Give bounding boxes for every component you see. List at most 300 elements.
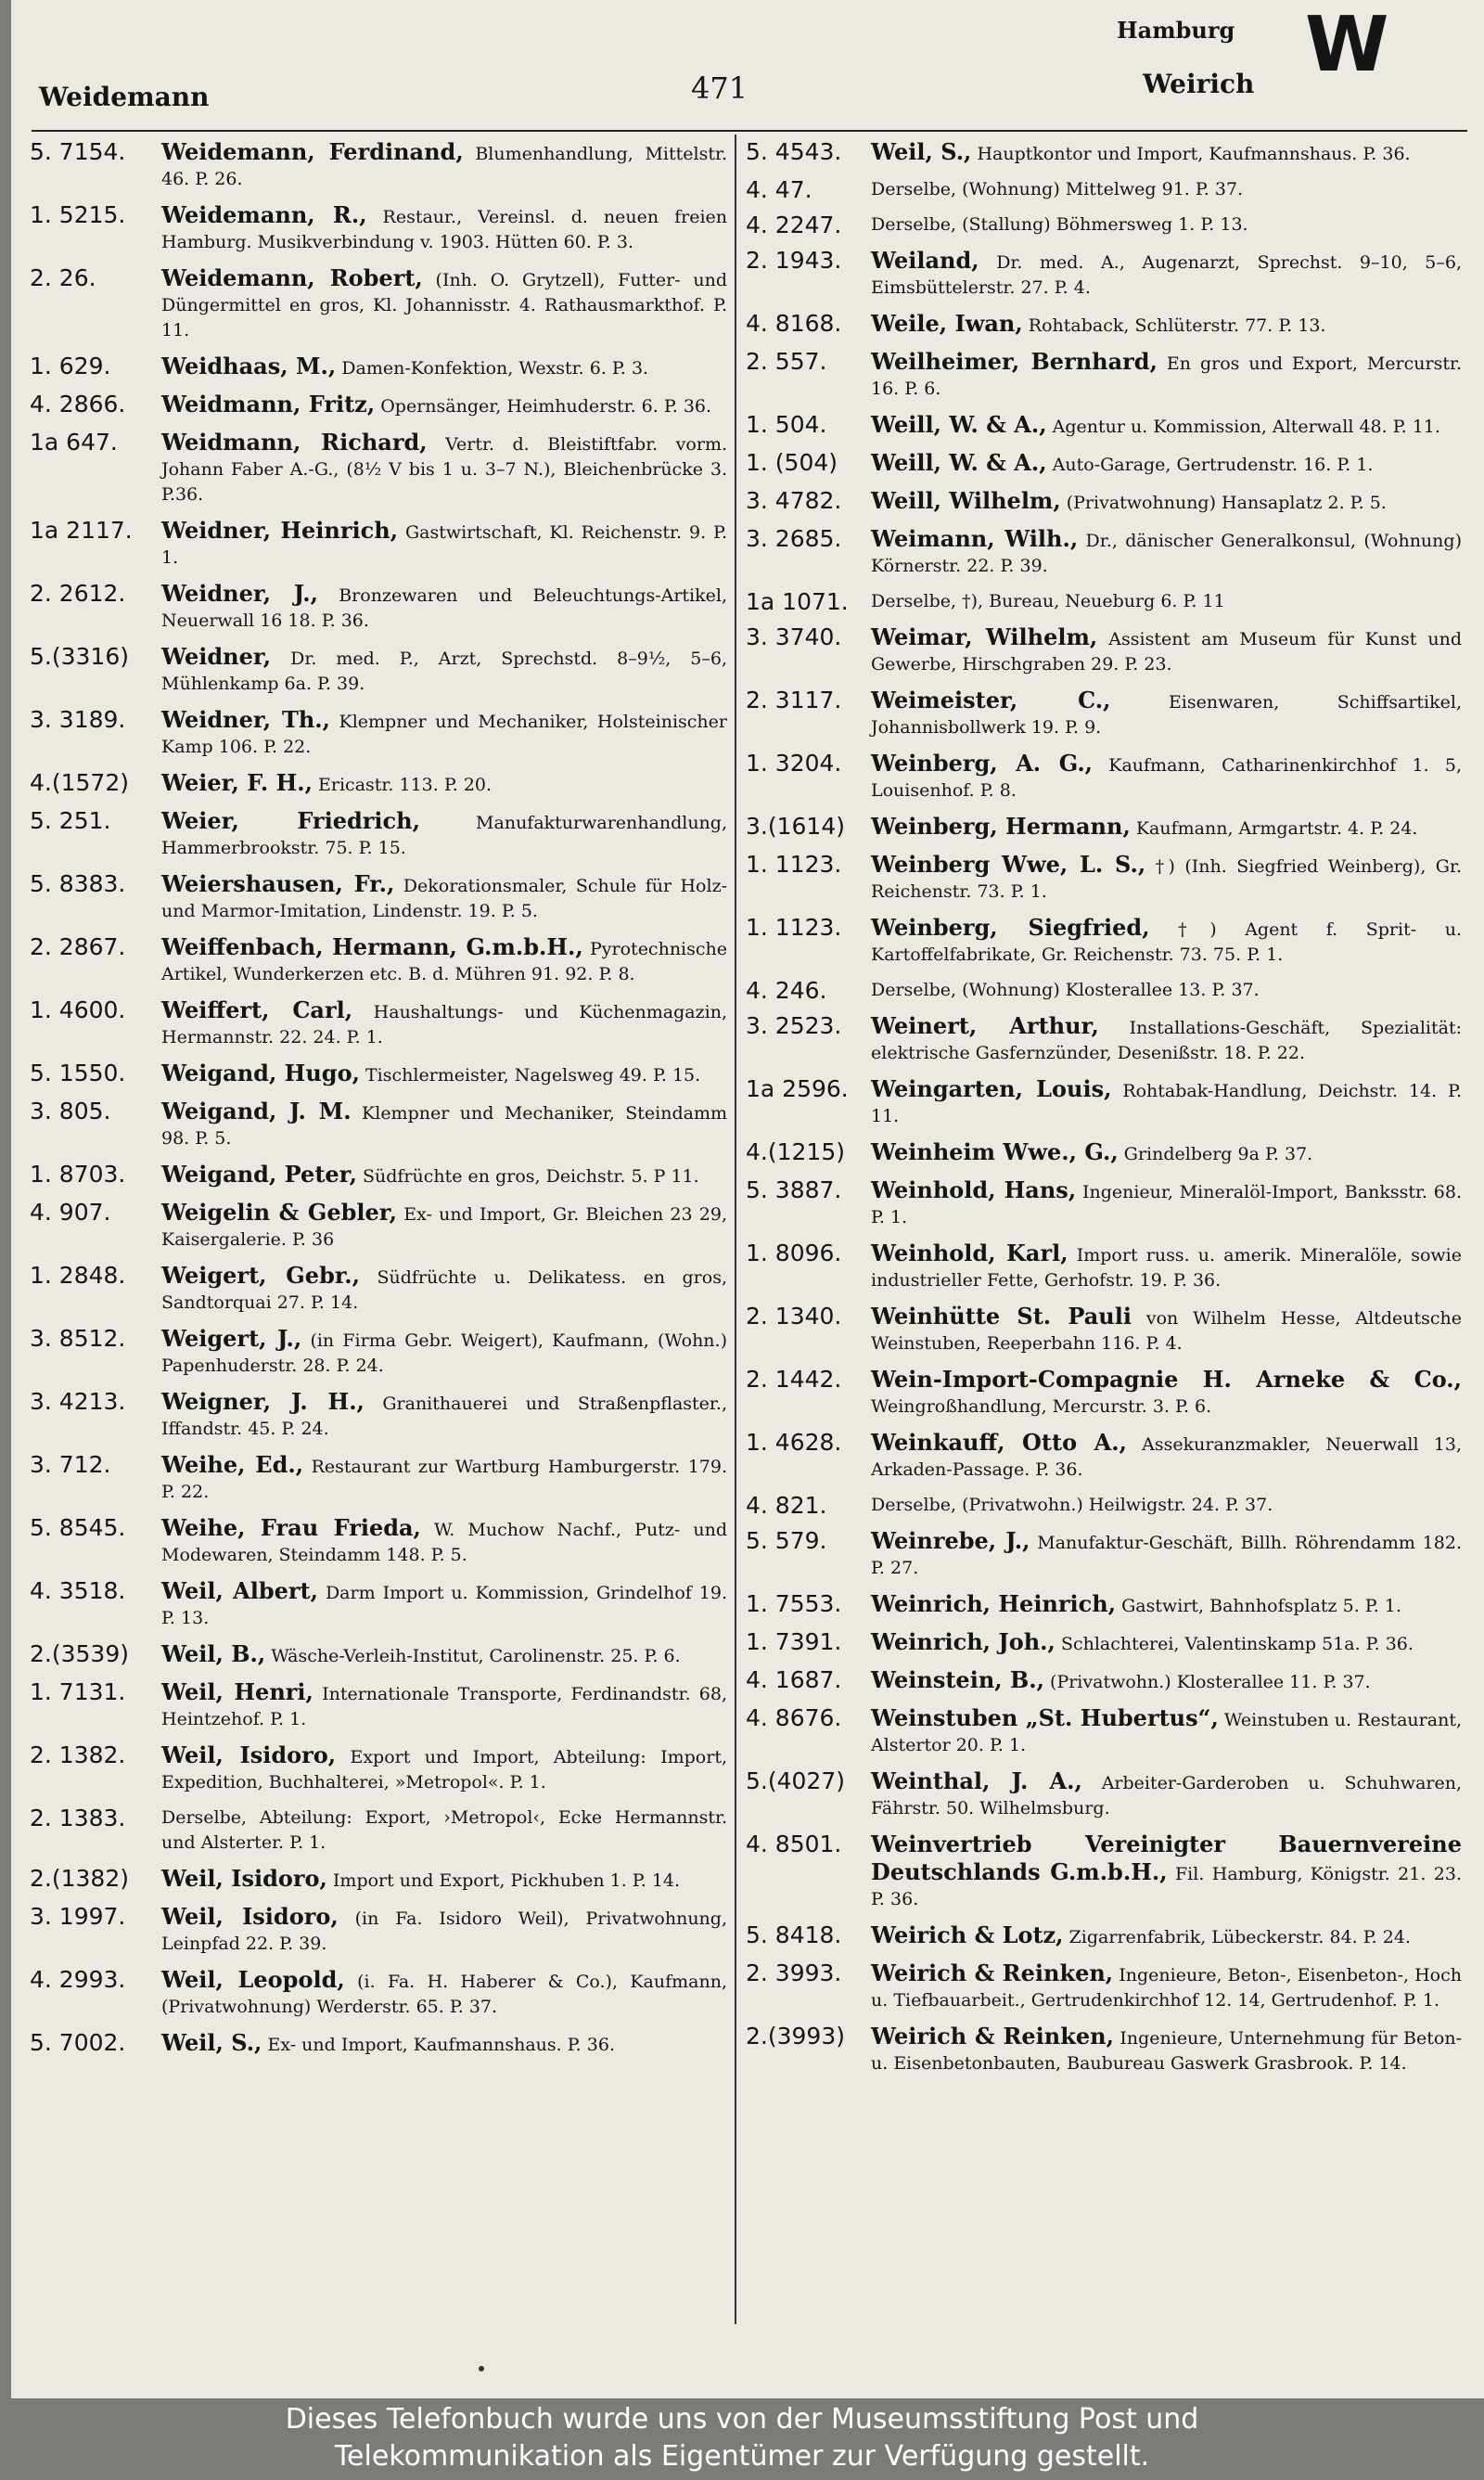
subscriber-name: Weill, W. & A.,	[871, 411, 1047, 438]
entry-text	[871, 450, 1462, 478]
left-column	[30, 139, 727, 2058]
entry-details: Export und Import, Abteilung: Import, Expedition, Buchhalterei, »Metropol«. P. 1.	[161, 1747, 727, 1793]
subscriber-name: Weinberg Wwe, L. S.,	[871, 851, 1146, 878]
entry-text	[871, 751, 1462, 803]
phone-number: 2.(3539)	[30, 1640, 129, 1667]
entry-text	[161, 770, 727, 798]
directory-entry	[30, 934, 727, 987]
phone-number: 5. 251.	[30, 807, 111, 834]
directory-entry	[30, 430, 727, 508]
entry-text	[871, 177, 1462, 202]
phone-number: 1. 2848.	[30, 1262, 126, 1289]
entry-text	[871, 1667, 1462, 1695]
directory-entry	[746, 751, 1462, 803]
directory-entry	[746, 1768, 1462, 1821]
entry-text	[161, 934, 727, 987]
phone-number: 4.(1215)	[746, 1138, 845, 1165]
directory-entry	[746, 1013, 1462, 1066]
right-column	[746, 139, 1462, 2076]
subscriber-name: Weil, Isidoro,	[161, 1903, 339, 1930]
phone-number: 5. 7154.	[30, 138, 126, 165]
entry-details: (i. Fa. H. Haberer & Co.), Kaufmann, (Privatwohnung) Werderstr. 65. P. 37.	[161, 1972, 727, 2017]
credit-line-2: Telekommunikation als Eigentümer zur Verfügung gestellt.	[334, 2440, 1150, 2473]
subscriber-name: Weigelin & Gebler,	[161, 1199, 398, 1226]
entry-text	[161, 139, 727, 192]
directory-entry	[30, 1515, 727, 1568]
entry-details: Import russ. u. amerik. Mineralöle, sowie industrieller Fette, Gerhofstr. 19. P. 36.	[871, 1245, 1462, 1291]
entry-details: En gros und Export, Mercurstr. 16. P. 6.	[871, 353, 1462, 399]
entry-text	[871, 311, 1462, 339]
entry-details: Arbeiter-Garderoben u. Schuhwaren, Fährstr. 50. Wilhelmsburg.	[871, 1773, 1463, 1818]
entry-details: Wäsche-Verleih-Institut, Carolinenstr. 25. P. 6.	[271, 1646, 681, 1666]
subscriber-name: Weigand, J. M.	[161, 1098, 352, 1124]
entry-text	[161, 265, 727, 343]
entry-details: Derselbe, (Wohnung) Mittelweg 91. P. 37.	[871, 179, 1244, 199]
directory-entry	[746, 915, 1462, 968]
subscriber-name: Weile, Iwan,	[871, 310, 1023, 337]
subscriber-name: Weiland,	[871, 247, 979, 274]
directory-entry	[30, 1200, 727, 1253]
subscriber-name: Weidner, J.,	[161, 580, 318, 607]
entry-details: †) Agent f. Sprit- u. Kartoffelfabrikate, Gr. Reichenstr. 73. 75. P. 1.	[871, 919, 1463, 965]
entry-details: Pyrotechnische Artikel, Wunderkerzen etc. B. d. Mühren 91. 92. P. 8.	[161, 939, 727, 984]
entry-text	[161, 871, 727, 924]
directory-entry	[30, 1060, 727, 1088]
entry-details: Assistent am Museum für Kunst und Gewerbe, Hirschgraben 29. P. 23.	[871, 629, 1463, 675]
entry-details: (Privatwohn.) Klosterallee 11. P. 37.	[1050, 1672, 1371, 1692]
phone-number: 3. 3189.	[30, 706, 126, 733]
subscriber-name: Weinvertrieb Vereinigter Bauernvereine Deutschlands G.m.b.H.,	[871, 1831, 1462, 1885]
directory-entry	[746, 687, 1462, 740]
directory-entry	[30, 1742, 727, 1795]
subscriber-name: Weilheimer, Bernhard,	[871, 348, 1158, 375]
phone-number: 4. 821.	[746, 1492, 827, 1519]
directory-entry	[30, 808, 727, 861]
subscriber-name: Weinrich, Joh.,	[871, 1628, 1055, 1655]
directory-entry	[30, 1263, 727, 1316]
phone-number: 1. 504.	[746, 411, 827, 438]
phone-number: 3. 805.	[30, 1098, 111, 1124]
entry-text	[871, 1367, 1462, 1420]
phone-number: 1. 5215.	[30, 201, 126, 228]
entry-details: Manufaktur-Geschäft, Billh. Röhrendamm 182. P. 27.	[871, 1533, 1462, 1578]
phone-number: 5. 3887.	[746, 1176, 842, 1203]
directory-entry	[746, 1430, 1462, 1483]
subscriber-name: Weil, S.,	[871, 138, 972, 165]
directory-entry	[30, 1641, 727, 1669]
subscriber-name: Weil, Isidoro,	[161, 1865, 327, 1892]
entry-text	[871, 1013, 1462, 1066]
entry-details: Fil. Hamburg, Königstr. 21. 23. P. 36.	[871, 1864, 1463, 1909]
subscriber-name: Weidhaas, M.,	[161, 353, 337, 379]
entry-details: Manufakturwarenhandlung, Hammerbrookstr. 75. P. 15.	[161, 813, 728, 858]
running-head-right: Weirich	[1143, 69, 1255, 99]
phone-number: 3. 2523.	[746, 1012, 842, 1039]
phone-number: 4. 8168.	[746, 310, 842, 337]
entry-text	[161, 202, 727, 255]
entry-details: Gastwirt, Bahnhofsplatz 5. P. 1.	[1121, 1596, 1401, 1616]
entry-details: Derselbe, (Privatwohn.) Heilwigstr. 24. P. 37.	[871, 1495, 1273, 1515]
phone-number: 2. 1383.	[30, 1805, 126, 1831]
directory-entry	[746, 1629, 1462, 1657]
directory-entry	[746, 212, 1462, 238]
entry-details: Ingenieure, Beton-, Eisenbeton-, Hoch u. Tiefbauarbeit., Gertrudenkirchhof 12. 14, Gertrudenhof. P. 1.	[871, 1965, 1462, 2011]
phone-number: 5. 8545.	[30, 1514, 126, 1541]
entry-details: Kaufmann, Catharinenkirchhof 1. 5, Louisenhof. P. 8.	[871, 755, 1462, 801]
directory-entry	[746, 978, 1462, 1003]
entry-text	[161, 1742, 727, 1795]
phone-number: 2.(3993)	[746, 2023, 845, 2050]
directory-entry	[746, 1493, 1462, 1518]
phone-number: 4. 907.	[30, 1199, 111, 1226]
entry-details: Hauptkontor und Import, Kaufmannshaus. P. 36.	[977, 144, 1411, 164]
entry-text	[871, 1139, 1462, 1167]
subscriber-name: Weinhold, Karl,	[871, 1240, 1068, 1266]
entry-text	[161, 644, 727, 697]
phone-number: 4. 2247.	[746, 212, 842, 238]
phone-number: 1. 8096.	[746, 1240, 842, 1266]
entry-details: (Privatwohnung) Hansaplatz 2. P. 5.	[1066, 493, 1387, 513]
column-divider	[735, 135, 736, 2324]
entry-text	[161, 1679, 727, 1732]
phone-number: 3. 712.	[30, 1451, 111, 1478]
entry-details: Klempner und Mechaniker, Steindamm 98. P. 5.	[161, 1103, 728, 1149]
directory-entry	[30, 770, 727, 798]
entry-text	[871, 1528, 1462, 1581]
phone-number: 3.(1614)	[746, 813, 845, 840]
subscriber-name: Weidner,	[161, 643, 272, 670]
entry-text	[871, 1831, 1462, 1912]
entry-details: Tischlermeister, Nagelsweg 49. P. 15.	[365, 1065, 701, 1086]
phone-number: 2. 1943.	[746, 247, 842, 274]
entry-details: Darm Import u. Kommission, Grindelhof 19. P. 13.	[161, 1583, 727, 1628]
subscriber-name: Weinhütte St. Pauli	[871, 1303, 1132, 1330]
entry-text	[871, 915, 1462, 968]
subscriber-name: Weihe, Ed.,	[161, 1451, 304, 1478]
letter-tab: W	[1305, 1, 1389, 89]
phone-number: 5. 8383.	[30, 870, 126, 897]
phone-number: 2.(1382)	[30, 1865, 129, 1892]
directory-entry	[30, 644, 727, 697]
entry-text	[871, 1960, 1462, 2013]
page-number: 471	[691, 71, 748, 106]
entry-text	[871, 488, 1462, 516]
entry-text	[161, 1452, 727, 1505]
phone-number: 2. 1442.	[746, 1366, 842, 1393]
directory-entry	[30, 707, 727, 760]
phone-number: 5. 4543.	[746, 138, 842, 165]
subscriber-name: Weidmann, Fritz,	[161, 391, 376, 418]
phone-number: 3. 8512.	[30, 1325, 126, 1352]
entry-details: Granithauerei und Straßenpflaster., Iffandstr. 45. P. 24.	[161, 1394, 727, 1439]
entry-text	[871, 2024, 1462, 2076]
phone-number: 2. 3993.	[746, 1960, 842, 1986]
subscriber-name: Weigert, J.,	[161, 1325, 302, 1352]
entry-details: Kaufmann, Armgartstr. 4. P. 24.	[1135, 818, 1418, 839]
phone-number: 4. 246.	[746, 977, 827, 1004]
subscriber-name: Weiershausen, Fr.,	[161, 870, 395, 897]
directory-entry	[30, 1866, 727, 1894]
directory-entry	[746, 526, 1462, 579]
phone-number: 3. 2685.	[746, 525, 842, 552]
subscriber-name: Weill, W. & A.,	[871, 449, 1047, 476]
directory-entry	[746, 139, 1462, 167]
entry-details: Schlachterei, Valentinskamp 51a. P. 36.	[1060, 1634, 1414, 1654]
directory-entry	[746, 852, 1462, 905]
subscriber-name: Weinhold, Hans,	[871, 1176, 1077, 1203]
subscriber-name: Weigert, Gebr.,	[161, 1262, 361, 1289]
entry-details: Blumenhandlung, Mittelstr. 46. P. 26.	[161, 144, 727, 189]
subscriber-name: Weinrebe, J.,	[871, 1527, 1030, 1554]
entry-details: †) (Inh. Siegfried Weinberg), Gr. Reichenstr. 73. P. 1.	[871, 856, 1463, 902]
phone-number: 1a 2117.	[30, 517, 133, 544]
subscriber-name: Weil, Isidoro,	[161, 1741, 337, 1768]
entry-details: (in Fa. Isidoro Weil), Privatwohnung, Leinpfad 22. P. 39.	[161, 1908, 727, 1954]
phone-number: 4. 8501.	[746, 1831, 842, 1857]
subscriber-name: Weidemann, R.,	[161, 201, 367, 228]
entry-details: Zigarrenfabrik, Lübeckerstr. 84. P. 24.	[1068, 1927, 1411, 1947]
entry-details: Rohtabak-Handlung, Deichstr. 14. P. 11.	[871, 1081, 1462, 1126]
subscriber-name: Weimeister, C.,	[871, 687, 1111, 713]
phone-number: 1. 8703.	[30, 1161, 126, 1188]
directory-entry	[30, 1452, 727, 1505]
entry-details: Gastwirtschaft, Kl. Reichenstr. 9. P. 1.	[161, 522, 727, 568]
entry-text	[871, 589, 1462, 614]
entry-text	[161, 1200, 727, 1253]
phone-number: 5. 8418.	[746, 1921, 842, 1948]
phone-number: 3. 1997.	[30, 1903, 126, 1930]
directory-entry	[746, 1076, 1462, 1129]
entry-details: Dr., dänischer Generalkonsul, (Wohnung) Körnerstr. 22. P. 39.	[871, 531, 1462, 576]
directory-page	[11, 0, 1484, 2398]
subscriber-name: Weirich & Reinken,	[871, 2023, 1114, 2050]
entry-text	[871, 852, 1462, 905]
directory-entry	[30, 1389, 727, 1442]
entry-text	[871, 978, 1462, 1003]
phone-number: 1. 1123.	[746, 914, 842, 941]
directory-entry	[746, 1367, 1462, 1420]
directory-entry	[746, 311, 1462, 339]
entry-text	[871, 139, 1462, 167]
credit-line-1: Dieses Telefonbuch wurde uns von der Museumsstiftung Post und	[285, 2403, 1199, 2435]
phone-number: 1. 3204.	[746, 750, 842, 777]
directory-entry	[30, 1162, 727, 1189]
directory-entry	[30, 265, 727, 343]
subscriber-name: Weimann, Wilh.,	[871, 525, 1079, 552]
directory-entry	[746, 624, 1462, 677]
entry-details: Südfrüchte en gros, Deichstr. 5. P 11.	[362, 1166, 699, 1187]
entry-text	[871, 248, 1462, 301]
entry-text	[871, 687, 1462, 740]
entry-details: (in Firma Gebr. Weigert), Kaufmann, (Wohn.) Papenhuderstr. 28. P. 24.	[161, 1330, 727, 1376]
subscriber-name: Weinert, Arthur,	[871, 1012, 1099, 1039]
subscriber-name: Weil, Henri,	[161, 1678, 313, 1705]
entry-text	[161, 1060, 727, 1088]
entry-details: Weinstuben u. Restaurant, Alstertor 20. P. 1.	[871, 1710, 1462, 1755]
directory-entry	[30, 1578, 727, 1631]
entry-details: Ingenieure, Unternehmung für Beton- u. Eisenbetonbauten, Baubureau Gaswerk Grasbrook. P. 14.	[871, 2028, 1462, 2074]
entry-details: Restaurant zur Wartburg Hamburgerstr. 179. P. 22.	[161, 1457, 727, 1502]
phone-number: 1. (504)	[746, 449, 838, 476]
subscriber-name: Weier, F. H.,	[161, 769, 313, 796]
directory-entry	[746, 1960, 1462, 2013]
subscriber-name: Weil, Leopold,	[161, 1966, 345, 1993]
phone-number: 5.(4027)	[746, 1767, 845, 1794]
phone-number: 5. 1550.	[30, 1060, 126, 1086]
entry-details: Südfrüchte u. Delikatess. en gros, Sandtorquai 27. P. 14.	[161, 1267, 727, 1313]
phone-number: 5.(3316)	[30, 643, 129, 670]
entry-text	[161, 808, 727, 861]
subscriber-name: Weinkauff, Otto A.,	[871, 1429, 1127, 1456]
subscriber-name: Weier, Friedrich,	[161, 807, 420, 834]
directory-entry	[746, 1591, 1462, 1619]
subscriber-name: Weill, Wilhelm,	[871, 487, 1061, 514]
phone-number: 1. 4628.	[746, 1429, 842, 1456]
subscriber-name: Weidemann, Ferdinand,	[161, 138, 464, 165]
entry-text	[161, 430, 727, 508]
subscriber-name: Weinberg, A. G.,	[871, 750, 1094, 777]
entry-details: Import und Export, Pickhuben 1. P. 14.	[332, 1870, 681, 1891]
phone-number: 1. 629.	[30, 353, 111, 379]
directory-entry	[30, 353, 727, 381]
directory-entry	[746, 814, 1462, 842]
subscriber-name: Weirich & Reinken,	[871, 1960, 1114, 1986]
entry-details: Opernsänger, Heimhuderstr. 6. P. 36.	[380, 396, 712, 417]
subscriber-name: Weinstein, B.,	[871, 1666, 1044, 1693]
subscriber-name: Weil, B.,	[161, 1640, 266, 1667]
subscriber-name: Weidmann, Richard,	[161, 429, 428, 456]
phone-number: 4. 47.	[746, 176, 812, 203]
directory-entry	[30, 1326, 727, 1379]
directory-entry	[746, 2024, 1462, 2076]
directory-entry	[746, 1304, 1462, 1356]
entry-text	[161, 1866, 727, 1894]
city-label: Hamburg	[1117, 17, 1235, 44]
entry-details: Damen-Konfektion, Wexstr. 6. P. 3.	[341, 358, 649, 379]
entry-text	[871, 814, 1462, 842]
directory-entry	[746, 488, 1462, 516]
directory-entry	[30, 1099, 727, 1151]
entry-details: Derselbe, †), Bureau, Neueburg 6. P. 11	[871, 591, 1225, 611]
directory-entry	[746, 412, 1462, 440]
entry-text	[161, 1805, 727, 1856]
entry-text	[871, 349, 1462, 402]
entry-text	[161, 1967, 727, 2020]
phone-number: 2. 1340.	[746, 1303, 842, 1330]
directory-entry	[746, 1240, 1462, 1293]
subscriber-name: Weinthal, J. A.,	[871, 1767, 1082, 1794]
entry-details: Weingroßhandlung, Mercurstr. 3. P. 6.	[871, 1396, 1212, 1417]
directory-entry	[30, 1904, 727, 1957]
entry-details: Dekorationsmaler, Schule für Holz- und Marmor-Imitation, Lindenstr. 19. P. 5.	[161, 876, 727, 921]
phone-number: 1. 1123.	[746, 851, 842, 878]
phone-number: 3. 4782.	[746, 487, 842, 514]
entry-text	[161, 1326, 727, 1379]
phone-number: 5. 579.	[746, 1527, 827, 1554]
entry-text	[161, 1162, 727, 1189]
phone-number: 4. 1687.	[746, 1666, 842, 1693]
entry-details: Assekuranzmakler, Neuerwall 13, Arkaden-Passage. P. 36.	[871, 1434, 1462, 1480]
phone-number: 4.(1572)	[30, 769, 129, 796]
entry-details: Ex- und Import, Gr. Bleichen 23 29, Kaisergalerie. P. 36	[161, 1204, 728, 1250]
directory-entry	[746, 349, 1462, 402]
subscriber-name: Weidner, Heinrich,	[161, 517, 399, 544]
phone-number: 4. 8676.	[746, 1704, 842, 1731]
entry-text	[871, 1922, 1462, 1950]
entry-text	[161, 353, 727, 381]
entry-text	[161, 1641, 727, 1669]
phone-number: 1. 7131.	[30, 1678, 126, 1705]
entry-text	[161, 2030, 727, 2058]
entry-text	[161, 581, 727, 634]
entry-text	[161, 707, 727, 760]
entry-text	[161, 997, 727, 1050]
subscriber-name: Weihe, Frau Frieda,	[161, 1514, 421, 1541]
entry-text	[871, 1705, 1462, 1758]
directory-entry	[30, 1967, 727, 2020]
entry-details: Derselbe, (Stallung) Böhmersweg 1. P. 13.	[871, 214, 1248, 235]
directory-entry	[30, 1679, 727, 1732]
entry-text	[871, 1629, 1462, 1657]
entry-text	[871, 1768, 1462, 1821]
entry-details: Derselbe, Abteilung: Export, ›Metropol‹, Ecke Hermannstr. und Alsterter. P. 1.	[161, 1807, 727, 1853]
directory-entry	[30, 871, 727, 924]
running-head-left: Weidemann	[39, 82, 210, 112]
credit-notice	[0, 2401, 1484, 2475]
entry-details: Dr. med. A., Augenarzt, Sprechst. 9–10, 5–6, Eimsbüttelerstr. 27. P. 4.	[871, 252, 1462, 298]
entry-text	[161, 1904, 727, 1957]
entry-text	[161, 1263, 727, 1316]
entry-text	[871, 412, 1462, 440]
entry-details: Ex- und Import, Kaufmannshaus. P. 36.	[267, 2035, 615, 2055]
phone-number: 3. 4213.	[30, 1388, 126, 1415]
entry-details: Restaur., Vereinsl. d. neuen freien Hamburg. Musikverbindung v. 1903. Hütten 60. P. 3.	[161, 207, 728, 252]
entry-details: (Inh. O. Grytzell), Futter- und Düngermittel en gros, Kl. Johannisstr. 4. Rathausmarkthof. P. 11.	[161, 270, 727, 341]
phone-number: 4. 2993.	[30, 1966, 126, 1993]
directory-entry	[30, 139, 727, 192]
subscriber-name: Weinberg, Hermann,	[871, 813, 1131, 840]
phone-number: 1. 7553.	[746, 1590, 842, 1617]
entry-details: Ericastr. 113. P. 20.	[318, 775, 493, 795]
directory-entry	[746, 450, 1462, 478]
phone-number: 2. 557.	[746, 348, 827, 375]
directory-entry	[30, 997, 727, 1050]
entry-text	[871, 526, 1462, 579]
entry-details: Derselbe, (Wohnung) Klosterallee 13. P. 37.	[871, 980, 1260, 1000]
phone-number: 1. 4600.	[30, 996, 126, 1023]
subscriber-name: Weinrich, Heinrich,	[871, 1590, 1117, 1617]
entry-text	[161, 518, 727, 571]
entry-details: Bronzewaren und Beleuchtungs-Artikel, Neuerwall 16 18. P. 36.	[161, 585, 727, 631]
phone-number: 2. 1382.	[30, 1741, 126, 1768]
entry-text	[161, 1389, 727, 1442]
entry-details: Rohtaback, Schlüterstr. 77. P. 13.	[1028, 315, 1326, 336]
entry-details: Internationale Transporte, Ferdinandstr. 68, Heintzehof. P. 1.	[161, 1684, 727, 1729]
entry-details: Dr. med. P., Arzt, Sprechstd. 8–9½, 5–6, Mühlenkamp 6a. P. 39.	[161, 649, 727, 694]
phone-number: 1a 647.	[30, 429, 118, 456]
subscriber-name: Weimar, Wilhelm,	[871, 623, 1098, 650]
entry-text	[871, 1493, 1462, 1518]
directory-entry	[746, 1177, 1462, 1230]
entry-details: Ingenieur, Mineralöl-Import, Banksstr. 68. P. 1.	[871, 1182, 1463, 1227]
entry-text	[161, 1515, 727, 1568]
entry-details: Vertr. d. Bleistiftfabr. vorm. Johann Faber A.-G., (8½ V bis 1 u. 3–7 N.), Bleichenbrücke 3. P.36.	[161, 434, 727, 505]
subscriber-name: Weidner, Th.,	[161, 706, 330, 733]
directory-entry	[746, 1528, 1462, 1581]
phone-number: 2. 2612.	[30, 580, 126, 607]
directory-entry	[30, 581, 727, 634]
directory-entry	[30, 202, 727, 255]
